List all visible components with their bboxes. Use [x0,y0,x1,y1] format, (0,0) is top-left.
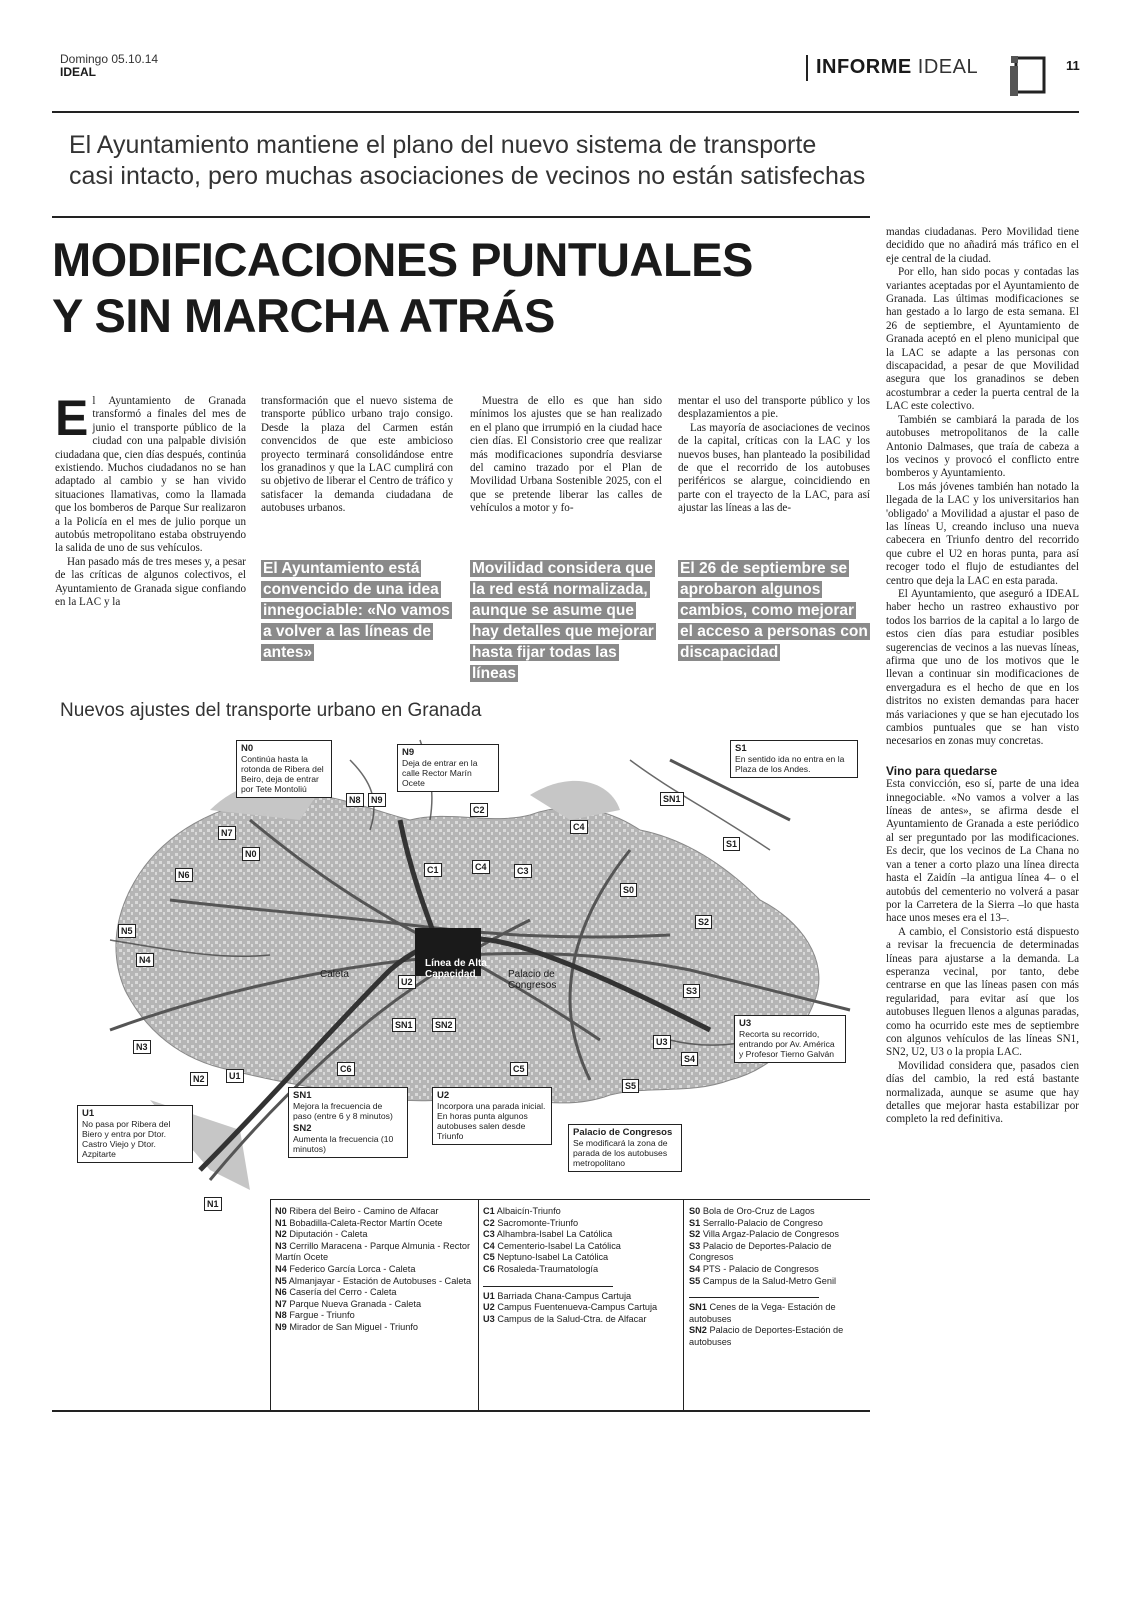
stop-tag: C3 [514,864,532,878]
legend-item: S0 Bola de Oro-Cruz de Lagos [689,1206,815,1216]
header-paper: IDEAL [60,65,96,79]
legend-item: N9 Mirador de San Miguel - Triunfo [275,1321,418,1332]
callout-palacio: Palacio de Congresos Se modificará la zona de parada de los autobuses metropolitano [568,1124,682,1172]
legend-item: S5 Campus de la Salud-Metro Genil [689,1275,837,1286]
legend-col3 [689,1206,867,1349]
col1-p1: l Ayuntamiento de Granada transformó a finales del mes de junio el transporte público de la ciudad con una palpable división ciudadana que, cien días después, continúa existiendo. Muchos ciudadanos no se han adaptado al cambio y se han vivido situaciones llamativas, como la llamada que los bomberos de Parque Sur realizaron a la Policía en el mes de julio porque un autobús metropolitano estaba obstruyendo la salida de uno de sus vehículos. [55,395,246,555]
col2-p1: transformación que el nuevo sistema de transporte público urbano trajo consigo. Desde la plaza del Carmen están convencidos de que este ambicioso proyecto terminará consolidándose entre los granadinos y que la LAC cumplirá con su objetivo de liberar el Centro de tráfico y satisfacer la demanda ciudadana de autobuses urbanos. [261,395,453,515]
legend-item: N7 Parque Nueva Granada - Caleta [275,1298,422,1309]
section-bold: INFORME [816,56,912,78]
stop-tag: N1 [204,1197,222,1211]
legend-item: SN2 Palacio de Deportes-Estación de autobuses [689,1325,844,1347]
headline [52,232,753,344]
stop-tag: C5 [510,1062,528,1076]
ideal-logo [1008,54,1048,98]
legend-col1 [275,1206,472,1334]
legend-item: S4 PTS - Palacio de Congresos [689,1263,819,1274]
stop-tag: SN1 [392,1018,416,1032]
stop-tag: S5 [622,1079,639,1093]
col4-p1: mentar el uso del transporte público y los desplazamientos a pie. [678,395,870,421]
stop-tag: S1 [723,837,740,851]
stop-tag: SN1 [660,792,684,806]
subhead: Vino para quedarse [886,763,998,778]
callout-n9: N9 Deja de entrar en la calle Rector Marín Ocete [397,744,499,792]
stop-tag: U2 [398,975,416,989]
col5-p7: A cambio, el Consistorio está dispuesto a revisar la frecuencia de determinadas líneas para ajustarse a la demanda. La esperanza vecinal, por tanto, debe centrarse en que las líneas pasen con más regularidad, para evitar así que los autobuses lleguen llenos a algunas paradas, como ha ocurrido este mes de septiembre con algunos vehículos de las líneas SN1, SN2, U2, U3 o la propia LAC. [886,925,1079,1059]
headline-line1: MODIFICACIONES PUNTUALES [52,233,753,286]
subtitle-line1: El Ayuntamiento mantiene el plano del nuevo sistema de transporte [69,131,817,159]
legend-item: U1 Barriada Chana-Campus Cartuja [483,1290,632,1301]
legend-item: C2 Sacromonte-Triunfo [483,1217,579,1228]
article-col4 [678,395,870,516]
stop-tag: N3 [133,1040,151,1054]
stop-tag: U3 [653,1035,671,1049]
stop-tag: N0 [242,847,260,861]
stop-tag: SN2 [432,1018,456,1032]
map-center-label: Línea de Alta Capacidad [425,958,487,980]
col5-p2: Por ello, han sido pocas y contadas las variantes aceptadas por el Ayuntamiento de Granada. Las últimas modificaciones se han gestado a lo largo de esta semana. El 26 de septiembre, el Ayuntamiento de Granada aceptó en el pleno municipal que la LAC se adapte a las personas con discapacidad, a pesar de que Movilidad asegura que los granadinos se deben acostumbrar a ceder la puerta central de la LAC este colectivo. [886,266,1079,413]
legend-item: U2 Campus Fuentenueva-Campus Cartuja [483,1302,658,1313]
pull-quote-1: El Ayuntamiento está convencido de una idea innegociable: «No vamos a volver a las líneas de antes» [263,560,450,661]
col5-p3: También se cambiará la parada de los autobuses metropolitanos de la calle Antonio Dalmases, que traía de cabeza a los vecinos y provocó el conflicto entre bomberos y Ayuntamiento. [886,413,1079,480]
legend-item: N4 Federico García Lorca - Caleta [275,1263,416,1274]
header-date: Domingo 05.10.14 [60,52,159,66]
stop-tag: N4 [136,953,154,967]
legend-item: S2 Villa Argaz-Palacio de Congresos [689,1229,840,1240]
col5-p8: Movilidad considera que, pasados cien días del cambio, la red está bastante normalizada, aunque se asume que hay detalles que mejorar hasta estabilizar por completo la red definitiva. [886,1059,1079,1126]
map-title: Nuevos ajustes del transporte urbano en Granada [60,700,482,721]
page-number: 11 [1066,58,1080,73]
stop-tag: C1 [424,863,442,877]
stop-tag: N8 [346,793,364,807]
stop-tag: N6 [175,868,193,882]
legend-item: N6 Casería del Cerro - Caleta [275,1287,397,1298]
article-col3 [470,395,662,516]
callout-sn1-sn2: SN1 Mejora la frecuencia de paso (entre 6 y 8 minutos) SN2 Aumenta la frecuencia (10 minutos) [288,1087,408,1158]
callout-u2: U2 Incorpora una parada inicial. En horas punta algunos autobuses salen desde Triunfo [432,1087,552,1145]
stop-tag: N5 [118,924,136,938]
stop-tag: C2 [470,803,488,817]
legend-item: C6 Rosaleda-Traumatología [483,1263,599,1274]
col1-p2: Han pasado más de tres meses y, a pesar de las críticas de algunos colectivos, el Ayuntamiento de Granada sigue confiando en la LAC y la [55,555,246,609]
stop-tag: S2 [695,915,712,929]
stop-tag: S0 [620,883,637,897]
col3-p1: Muestra de ello es que han sido mínimos los ajustes que se han realizado en el plano que irrumpió en la ciudad hace cien días. El Consistorio cree que realizar más modificaciones supondría desviarse del camino trazado por el Plan de Movilidad Urbana Sostenible 2025, con el que se pretende liberar las calles de vehículos a motor y fo- [470,395,662,515]
dropcap: E [55,390,89,446]
legend-item: SN1 Cenes de la Vega- Estación de autobuses [689,1302,836,1324]
legend-item: N1 Bobadilla-Caleta-Rector Martín Ocete [275,1217,443,1228]
legend-item: C1 Albaicín-Triunfo [483,1206,561,1216]
map-caleta-label: Caleta [320,969,349,980]
stop-tag: U1 [226,1069,244,1083]
callout-u1: U1 No pasa por Ribera del Biero y entra por Dtor. Castro Viejo y Dtor. Azpitarte [77,1105,193,1163]
pull-quote-3: El 26 de septiembre se aprobaron algunos cambios, como mejorar el acceso a personas con discapacidad [680,560,868,661]
stop-tag: C4 [570,820,588,834]
section-light: IDEAL [917,56,979,78]
article-col5 [886,226,1079,1127]
col5-p5: El Ayuntamiento, que aseguró a IDEAL haber hecho un rastreo exhaustivo por todos los barrios de la capital a lo largo de estos cien días para estudiar posibles sugerencias de vecinos a las nuevas líneas, afirma que uno de los motivos que le llevan a continuar sin modificaciones de envergadura es el hecho de que en los distritos no existen demandas para hacer más variaciones y que se han ejecutado los cambios puntuales que se han visto necesarios en zonas muy concretas. [886,587,1079,748]
col4-p2: Las mayoría de asociaciones de vecinos de la capital, críticas con la LAC y los nuevos buses, han planteado la posibilidad de que el recorrido de los autobuses periféricos se alargue, coincidiendo en parte con el trayecto de la LAC, para así ajustar las líneas a las de- [678,421,870,515]
legend-item: C3 Alhambra-Isabel La Católica [483,1229,613,1240]
legend-item: N8 Fargue - Triunfo [275,1310,355,1321]
stop-tag: N7 [218,826,236,840]
col5-p4: Los más jóvenes también han notado la llegada de la LAC y los universitarios han 'obligado' a Movilidad a ajustar el paso de las líneas U, creando incluso una nueva cabecera en Triunfo dentro del recorrido que cubre el U2 en horas punta, para así recoger todo el flujo de estudiantes del centro que deja la LAC en esta parada. [886,480,1079,587]
callout-s1: S1 En sentido ida no entra en la Plaza de los Andes. [730,740,858,778]
legend-item: S1 Serrallo-Palacio de Congreso [689,1217,823,1228]
col5-p6: Esta convicción, eso sí, parte de una idea innegociable. «No vamos a volver a las líneas de antes», se afirma desde el Ayuntamiento de Granada a este periódico al ser preguntado por las modificaciones. Es decir, que los vecinos de La Chana no van a tener a corto plazo una línea directa hasta el Zaidín –la antigua línea 4– o el autobús del cementerio no volverá a pasar por la Carretera de la Sierra –lo que hasta hace unos meses era el 13–. [886,778,1079,925]
stop-tag: N2 [190,1072,208,1086]
legend-col2 [483,1206,678,1325]
article-col2 [261,395,453,516]
stop-tag: N9 [368,793,386,807]
callout-n0: N0 Continúa hasta la rotonda de Ribera del Beiro, deja de entrar por Tete Montoliú [236,740,332,798]
legend-item: N3 Cerrillo Maracena - Parque Almunia - Rector Martín Ocete [275,1240,471,1263]
col5-p1: mandas ciudadanas. Pero Movilidad tiene decidido que no añadirá más tráfico en el eje central de la ciudad. [886,226,1079,265]
legend-item: C5 Neptuno-Isabel La Católica [483,1252,609,1263]
headline-line2: Y SIN MARCHA ATRÁS [52,289,555,342]
legend-item: C4 Cementerio-Isabel La Católica [483,1240,621,1251]
stop-tag: S4 [681,1052,698,1066]
stop-tag: C4 [472,860,490,874]
section-title [816,56,978,79]
legend-item: N5 Almanjayar - Estación de Autobuses - Caleta [275,1275,472,1286]
article-col1 [55,390,246,610]
legend-item: U3 Campus de la Salud-Ctra. de Alfacar [483,1313,647,1324]
legend-item: N2 Diputación - Caleta [275,1229,368,1240]
legend-item: S3 Palacio de Deportes-Palacio de Congresos [689,1240,832,1263]
map-palacio-label: Palacio de Congresos [508,969,557,991]
pull-quote-2: Movilidad considera que la red está normalizada, aunque se asume que hay detalles que mejorar hasta fijar todas las líneas [472,560,654,682]
stop-tag: S3 [683,984,700,998]
subtitle [69,130,865,192]
subtitle-line2: casi intacto, pero muchas asociaciones de vecinos no están satisfechas [69,162,866,190]
legend-item: N0 Ribera del Beiro - Camino de Alfacar [275,1206,439,1216]
stop-tag: C6 [337,1062,355,1076]
callout-u3: U3 Recorta su recorrido, entrando por Av. América y Profesor Tierno Galván [734,1015,846,1063]
